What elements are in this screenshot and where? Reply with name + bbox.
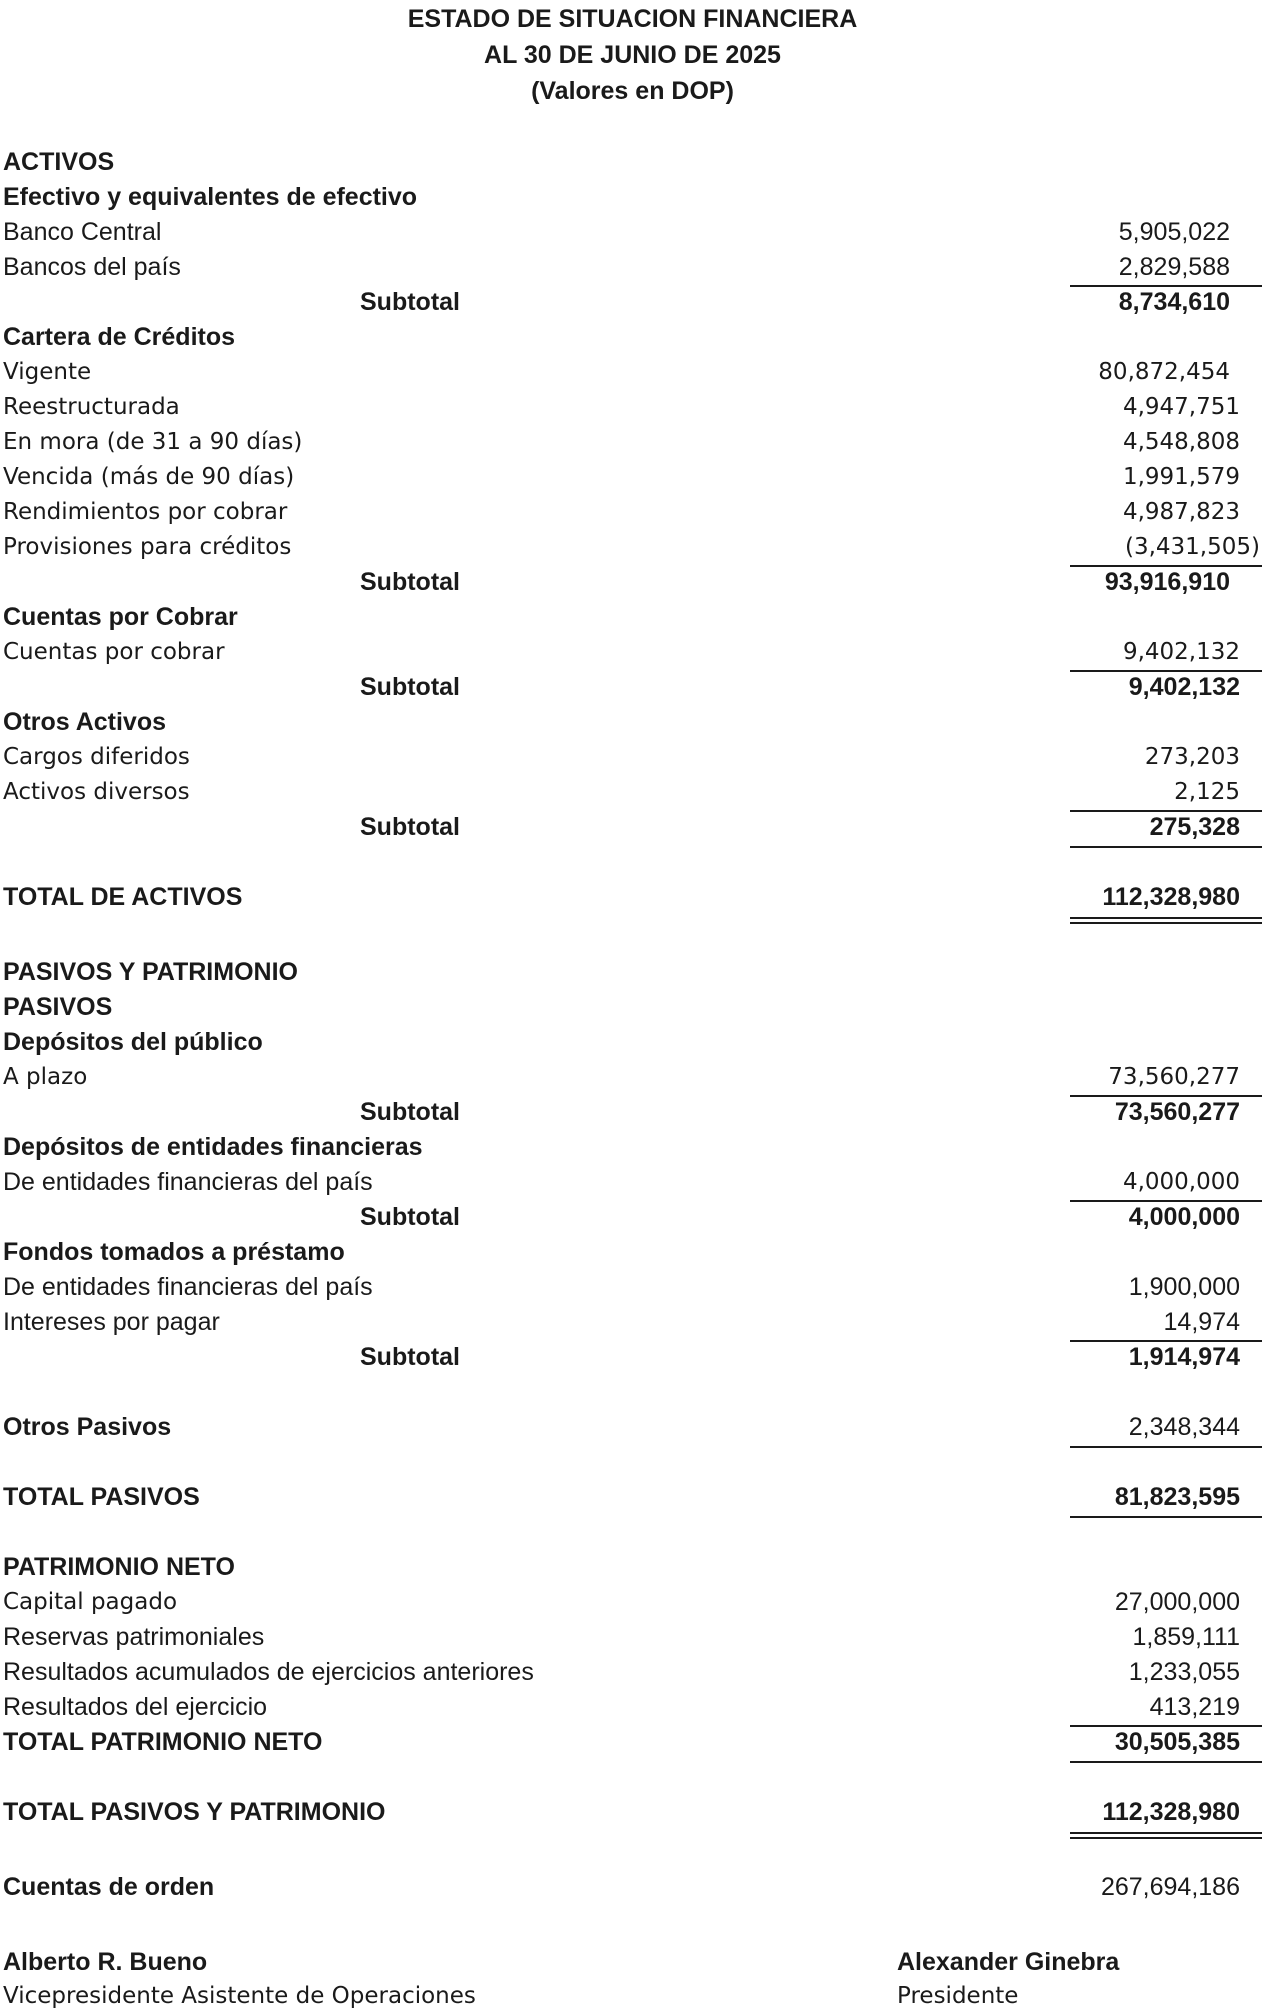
line-value: (3,431,505) (1124, 534, 1260, 560)
statement-date: AL 30 DE JUNIO DE 2025 (484, 41, 781, 69)
subtotal-row (0, 285, 1265, 320)
subtotal-value: 1,914,974 (1128, 1343, 1240, 1371)
line-item (0, 250, 1265, 285)
group-heading (0, 1025, 1265, 1060)
line-item (0, 1690, 1265, 1725)
subtotal-value: 8,734,610 (1118, 288, 1230, 316)
cuentas-orden-value: 267,694,186 (1100, 1873, 1240, 1901)
line-item (0, 355, 1265, 390)
section-heading (0, 145, 1265, 180)
line-label: Reservas patrimoniales (3, 1623, 265, 1651)
subtotal-label: Subtotal (360, 1343, 460, 1371)
otros-pasivos-value: 2,348,344 (1128, 1413, 1240, 1441)
section-heading (0, 955, 1265, 990)
total-pasivos-patrimonio-value: 112,328,980 (1102, 1798, 1240, 1826)
line-label: Rendimientos por cobrar (3, 499, 288, 525)
line-item (0, 1585, 1265, 1620)
total-pasivos-label: TOTAL PASIVOS (3, 1483, 200, 1511)
subtotal-label: Subtotal (360, 1098, 460, 1126)
line-value: 73,560,277 (1108, 1064, 1240, 1090)
line-value: 2,125 (1174, 779, 1240, 805)
total-activos-value: 112,328,980 (1102, 883, 1240, 911)
line-label: Resultados acumulados de ejercicios anteriores (3, 1658, 534, 1686)
rule (1070, 846, 1262, 848)
otros-activos-heading: Otros Activos (3, 708, 167, 736)
activos-heading: ACTIVOS (3, 148, 115, 176)
total-activos-label: TOTAL DE ACTIVOS (3, 883, 243, 911)
efectivo-heading: Efectivo y equivalentes de efectivo (3, 183, 418, 211)
subtotal-row (0, 1200, 1265, 1235)
line-item (0, 635, 1265, 670)
subtotal-row (0, 1340, 1265, 1375)
subtotal-row (0, 670, 1265, 705)
line-item (0, 1270, 1265, 1305)
signatory-title: Vicepresidente Asistente de Operaciones (3, 1983, 476, 2009)
total-pasivos-patrimonio-label: TOTAL PASIVOS Y PATRIMONIO (3, 1798, 386, 1826)
depositos-publico-heading: Depósitos del público (3, 1028, 263, 1056)
otros-pasivos-label: Otros Pasivos (3, 1413, 172, 1441)
subtotal-value: 275,328 (1149, 813, 1240, 841)
line-item (0, 1165, 1265, 1200)
line-label: Bancos del país (3, 253, 181, 281)
total-patrimonio-label: TOTAL PATRIMONIO NETO (3, 1728, 323, 1756)
line-item (0, 775, 1265, 810)
rule (1070, 1446, 1262, 1448)
line-label: De entidades financieras del país (3, 1168, 373, 1196)
statement-title: ESTADO DE SITUACION FINANCIERA (407, 5, 858, 33)
statement-units: (Valores en DOP) (531, 77, 734, 105)
depositos-entidades-heading: Depósitos de entidades financieras (3, 1133, 423, 1161)
line-label: Resultados del ejercicio (3, 1693, 268, 1721)
line-value: 4,000,000 (1122, 1169, 1240, 1195)
line-item (0, 460, 1265, 495)
pasivos-heading: PASIVOS (3, 993, 113, 1021)
group-heading (0, 320, 1265, 355)
fondos-heading: Fondos tomados a préstamo (3, 1238, 345, 1266)
section-heading (0, 990, 1265, 1025)
pasivos-patrimonio-heading: PASIVOS Y PATRIMONIO (3, 958, 298, 986)
total-patrimonio-value: 30,505,385 (1114, 1728, 1240, 1756)
subtotal-label: Subtotal (360, 673, 460, 701)
line-item (0, 1620, 1265, 1655)
line-label: A plazo (3, 1064, 88, 1090)
subtotal-value: 93,916,910 (1104, 568, 1230, 596)
subtotal-value: 73,560,277 (1114, 1098, 1240, 1126)
line-item (0, 740, 1265, 775)
group-heading (0, 1235, 1265, 1270)
line-value: 1,233,055 (1128, 1658, 1240, 1686)
total-pasivos-value: 81,823,595 (1114, 1483, 1240, 1511)
subtotal-row (0, 565, 1265, 600)
cartera-heading: Cartera de Créditos (3, 323, 236, 351)
cuentas-orden-row (0, 1870, 1265, 1905)
subtotal-value: 9,402,132 (1128, 673, 1240, 701)
subtotal-value: 4,000,000 (1128, 1203, 1240, 1231)
group-heading (0, 705, 1265, 740)
line-item (0, 495, 1265, 530)
subtotal-label: Subtotal (360, 288, 460, 316)
line-value: 413,219 (1149, 1693, 1240, 1721)
line-item (0, 425, 1265, 460)
signatory-title: Presidente (897, 1983, 1019, 2009)
line-value: 1,991,579 (1122, 464, 1240, 490)
cuentas-orden-label: Cuentas de orden (3, 1873, 215, 1901)
rule (1070, 1516, 1262, 1518)
line-value: 1,859,111 (1132, 1623, 1240, 1651)
line-label: Banco Central (3, 218, 162, 246)
line-label: Provisiones para créditos (3, 534, 292, 560)
line-label: Cuentas por cobrar (3, 639, 225, 665)
total-row (0, 1795, 1265, 1830)
group-heading (0, 180, 1265, 215)
line-item (0, 1305, 1265, 1340)
total-row (0, 1480, 1265, 1515)
line-value: 4,548,808 (1122, 429, 1240, 455)
line-value: 5,905,022 (1118, 218, 1230, 246)
line-value: 14,974 (1163, 1308, 1240, 1336)
otros-pasivos-row (0, 1410, 1265, 1445)
line-value: 2,829,588 (1118, 253, 1230, 281)
total-row (0, 1725, 1265, 1760)
signatory-name: Alexander Ginebra (897, 1948, 1120, 1976)
subtotal-label: Subtotal (360, 1203, 460, 1231)
line-value: 4,947,751 (1122, 394, 1240, 420)
group-heading (0, 600, 1265, 635)
line-item (0, 1060, 1265, 1095)
line-label: Intereses por pagar (3, 1308, 220, 1336)
subtotal-row (0, 810, 1265, 845)
section-heading (0, 1550, 1265, 1585)
line-label: Vencida (más de 90 días) (3, 464, 295, 490)
line-value: 27,000,000 (1114, 1588, 1240, 1616)
line-label: En mora (de 31 a 90 días) (3, 429, 303, 455)
line-value: 4,987,823 (1122, 499, 1240, 525)
line-label: Vigente (3, 359, 92, 385)
double-rule (1070, 1832, 1262, 1839)
line-label: Capital pagado (3, 1589, 178, 1615)
subtotal-label: Subtotal (360, 568, 460, 596)
group-heading (0, 1130, 1265, 1165)
line-value: 1,900,000 (1128, 1273, 1240, 1301)
double-rule (1070, 917, 1262, 924)
cuentas-cobrar-heading: Cuentas por Cobrar (3, 603, 238, 631)
line-label: Cargos diferidos (3, 744, 190, 770)
line-item (0, 390, 1265, 425)
subtotal-label: Subtotal (360, 813, 460, 841)
patrimonio-heading: PATRIMONIO NETO (3, 1553, 235, 1581)
total-row (0, 880, 1265, 915)
line-value: 80,872,454 (1098, 359, 1230, 385)
rule (1070, 1761, 1262, 1763)
line-item (0, 1655, 1265, 1690)
line-value: 273,203 (1144, 744, 1240, 770)
line-item (0, 530, 1265, 565)
signatory-name: Alberto R. Bueno (3, 1948, 208, 1976)
line-label: De entidades financieras del país (3, 1273, 373, 1301)
line-label: Activos diversos (3, 779, 190, 805)
subtotal-row (0, 1095, 1265, 1130)
line-item (0, 215, 1265, 250)
line-value: 9,402,132 (1122, 639, 1240, 665)
line-label: Reestructurada (3, 394, 180, 420)
